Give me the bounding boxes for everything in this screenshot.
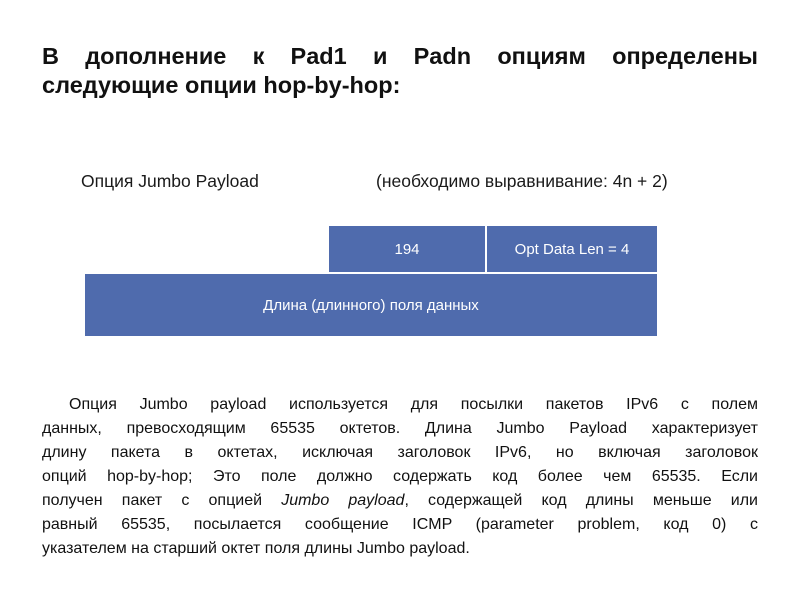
description-paragraph	[42, 393, 758, 561]
opt-data-len-cell	[487, 226, 657, 272]
opt-data-len-label: Opt Data Len = 4	[514, 240, 630, 258]
payload-length-label: Длина (длинного) поля данных	[263, 296, 479, 314]
option-name: Опция Jumbo Payload	[81, 171, 259, 191]
paragraph-line: опций hop-by-hop; Это поле должно содержать код более чем 65535. Если	[42, 468, 758, 485]
heading-line-1: В дополнение к Pad1 и Padn опциям определены	[42, 43, 758, 69]
paragraph-line: длину пакета в октетах, исключая заголовок IPv6, но включая заголовок	[42, 444, 758, 461]
heading-line-2: следующие опции hop-by-hop:	[42, 72, 401, 98]
paragraph-emphasis: Jumbo payload	[281, 492, 405, 509]
paragraph-line: данных, превосходящим 65535 октетов. Длина Jumbo Payload характеризует	[42, 420, 758, 437]
option-alignment: (необходимо выравнивание: 4n + 2)	[376, 171, 668, 191]
payload-length-cell	[85, 272, 657, 336]
paragraph-text: , содержащей код длины меньше или	[404, 492, 758, 509]
paragraph-line: равный 65535, посылается сообщение ICMP (parameter problem, код 0) с	[42, 516, 758, 533]
paragraph-line: Опция Jumbo payload используется для посылки пакетов IPv6 с полем	[69, 396, 758, 413]
option-type-cell	[329, 226, 487, 272]
paragraph-line	[42, 489, 758, 513]
slide-heading	[42, 42, 758, 100]
paragraph-text: получен пакет с опцией	[42, 492, 282, 509]
paragraph-line: указателем на старший октет поля длины Jumbo payload.	[42, 540, 470, 557]
option-type-value: 194	[394, 240, 420, 258]
